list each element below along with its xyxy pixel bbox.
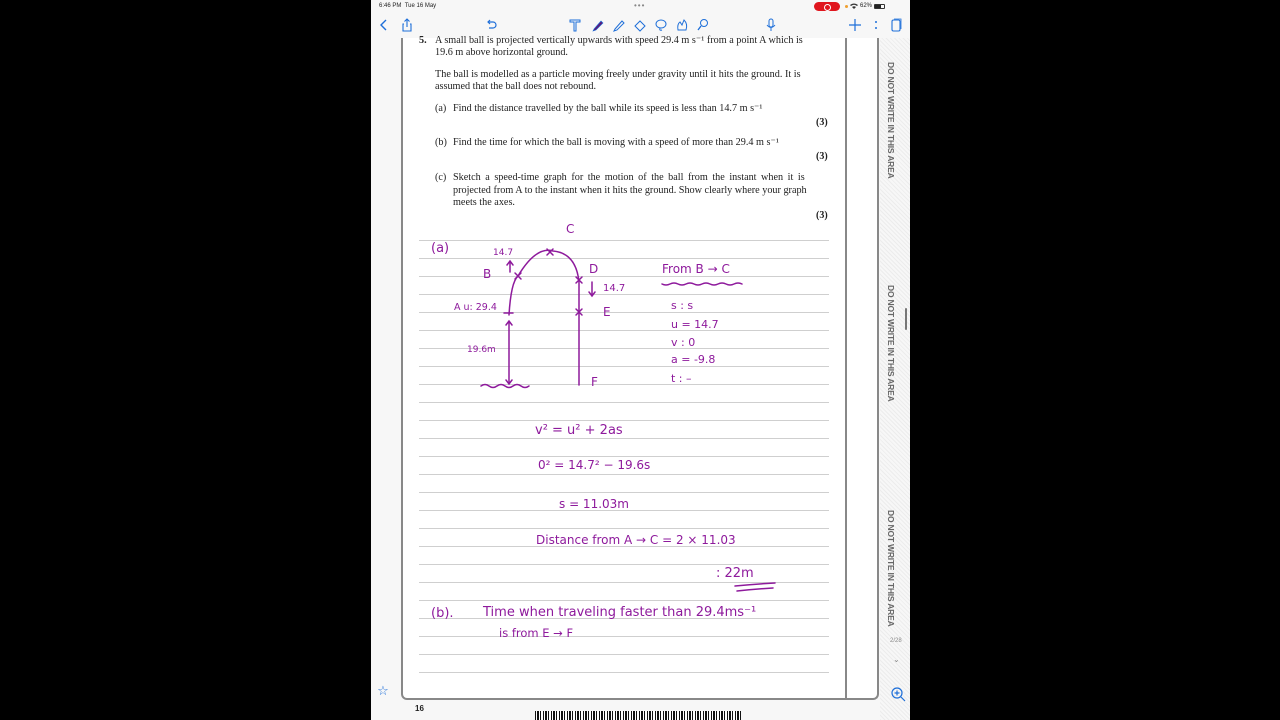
hw-suvat-u: u = 14.7 [671,318,719,331]
mic-in-use-dot-icon [845,5,848,8]
hw-working-substitution: 0² = 14.7² − 19.6s [538,458,651,472]
hw-answer-a: : 22m [716,566,754,581]
hw-speed-up-b: 14.7 [493,248,514,258]
hw-speed-down-d: 14.7 [603,283,626,294]
part-c-text-line3: meets the axes. [453,197,515,208]
question-stem-line1: A small ball is projected vertically upwards with speed 29.4 m s⁻¹ from a point A which is [435,35,803,46]
screen-recording-indicator[interactable] [814,2,840,11]
add-page-icon[interactable] [848,18,862,32]
hw-height-label: 19.6m [467,345,496,355]
battery-percent: 62% [860,3,873,9]
question-stem-line2: 19.6 m above horizontal ground. [435,47,568,58]
do-not-write-label-1: DO NOT WRITE IN THIS AREA [886,62,896,179]
part-c-marks: (3) [816,210,828,221]
question-model-line2: assumed that the ball does not rebound. [435,81,596,92]
more-options-icon[interactable] [869,18,883,32]
battery-icon [874,4,885,9]
zoom-window-icon[interactable] [889,685,907,703]
part-b-marks: (3) [816,151,828,162]
status-time: 6:46 PM Tue 16 May [379,3,437,9]
part-c-text-line1: Sketch a speed-time graph for the motion of the ball from the instant when it is [453,172,805,183]
hw-working-formula: v² = u² + 2as [535,423,623,438]
microphone-icon[interactable] [764,18,778,32]
part-b-text: Find the time for which the ball is moving with a speed of more than 29.4 m s⁻¹ [453,137,779,148]
hw-point-c: C [566,222,575,236]
favorite-star-icon[interactable]: ☆ [377,684,389,699]
pages-view-icon[interactable] [889,18,903,32]
text-tool-icon[interactable] [568,18,582,32]
hw-point-f: F [591,375,598,389]
barcode-image [535,711,741,720]
part-b-label: (b) [435,137,447,148]
hw-point-d: D [589,262,599,276]
ipad-screen [371,0,910,720]
page-number: 16 [415,704,424,713]
hw-suvat-t: t : – [671,372,692,385]
hw-working-result: s = 11.03m [559,497,629,511]
hw-suvat-v: v : 0 [671,336,696,349]
hw-part-b-line1: Time when traveling faster than 29.4ms⁻¹ [483,605,757,620]
pen-tool-icon[interactable] [591,18,605,32]
shapes-tool-icon[interactable] [675,18,689,32]
eraser-tool-icon[interactable] [633,18,647,32]
hw-working-distance: Distance from A → C = 2 × 11.03 [536,533,736,547]
undo-icon[interactable] [484,18,498,32]
do-not-write-label-2: DO NOT WRITE IN THIS AREA [886,285,896,402]
part-c-text-line2: projected from A to the instant when it hits the ground. Show clearly where your graph [453,185,807,196]
part-a-text: Find the distance travelled by the ball while its speed is less than 14.7 m s⁻¹ [453,103,763,114]
share-icon[interactable] [400,18,414,32]
part-a-label: (a) [435,103,447,114]
highlighter-tool-icon[interactable] [612,18,626,32]
multitasking-dots[interactable]: ••• [634,1,646,10]
back-icon[interactable] [377,18,391,32]
elements-tool-icon[interactable] [696,18,710,32]
do-not-write-label-3: DO NOT WRITE IN THIS AREA [886,510,896,627]
hw-point-e: E [603,305,611,319]
scrollbar-handle[interactable] [905,308,907,330]
hw-suvat-title: From B → C [662,262,730,276]
hw-point-b: B [483,267,492,281]
chevron-down-icon[interactable]: ⌄ [893,655,900,664]
hw-part-a-label: (a) [431,241,450,256]
hw-part-b-line2: is from E → F [499,626,574,640]
hw-part-b-label: (b). [431,606,454,621]
page-margin-line [845,38,847,700]
wifi-icon [850,3,858,9]
question-number: 5. [419,35,427,46]
part-c-label: (c) [435,172,447,183]
lasso-tool-icon[interactable] [654,18,668,32]
page-indicator: 2/28 [890,638,902,644]
status-icons [845,3,885,9]
question-model-line1: The ball is modelled as a particle moving freely under gravity until it hits the ground. It is [435,69,801,80]
hw-point-a-label: A u: 29.4 [454,302,497,313]
status-bar [371,0,910,13]
hw-suvat-s: s : s [671,299,694,312]
part-a-marks: (3) [816,117,828,128]
hw-suvat-a: a = -9.8 [671,353,716,366]
